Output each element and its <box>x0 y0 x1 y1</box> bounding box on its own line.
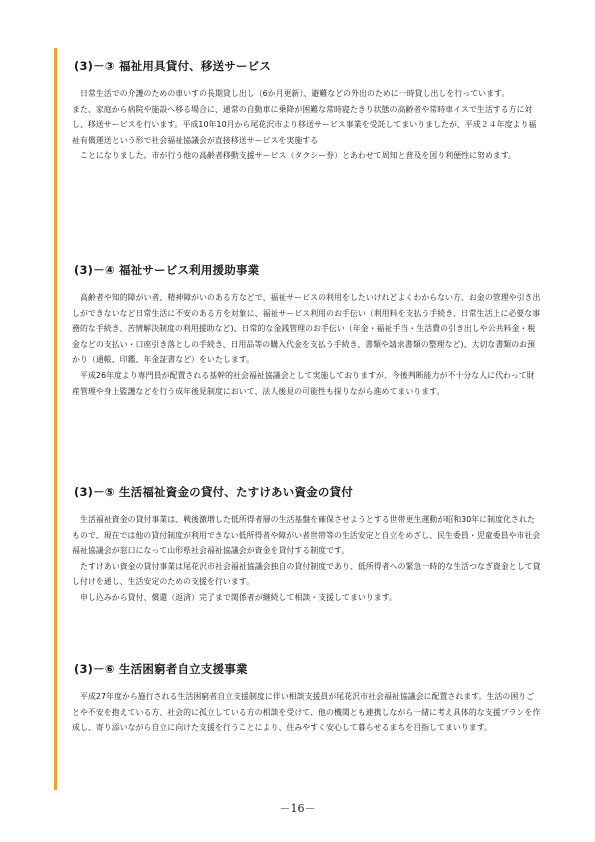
paragraph: 生活福祉資金の貸付事業は、戦後激増した低所得者層の生活基盤を確保させようとする世帯更生運動が昭和30年に制度化されたもので、現在では他の貸付制度が利用できない低所得者や障がい者世帯等の生活安定と自立をめざし、民生委員・児童委員や市社会福祉協議会が窓口になって山形県社会福祉協議会が資金を貸付する制度です。 <box>72 515 541 556</box>
paragraph: たすけあい資金の貸付事業は尾花沢市社会福祉協議会独自の貸付制度であり、低所得者への緊急一時的な生活つなぎ資金として貸し付けを通し、生活安定のための支援を行います。 <box>72 561 541 587</box>
page-number: －16－ <box>279 802 316 815</box>
section-heading: (3)－③ 福祉用具貸付、移送サービス <box>74 59 272 73</box>
paragraph: また、家庭から病院や施設へ移る場合に、通常の自動車に乗降が困難な常時寝たきり状態の高齢者や常時車イスで生活する方に対し、移送サービスを行います。平成10年10月から尾花沢市より移送サービス事業を受託してまいりましたが、平成２４年度より福祉有償運送という形で社会福祉協議会が直接移送サービスを実施する <box>72 104 537 145</box>
section-heading: (3)－⑥ 生活困窮者自立支援事業 <box>74 662 248 676</box>
accent-bar <box>54 48 57 790</box>
section-service-usage-support <box>72 262 542 399</box>
paragraph: 申し込みから貸付、償還（返済）完了まで関係者が継続して相談・支援してまいります。 <box>80 592 397 602</box>
paragraph: 高齢者や知的障がい者、精神障がいのある方などで、福祉サービスの利用をしたいけれどよくわからない方、お金の管理や引き出しができないなど日常生活に不安のある方を対象に、福祉サービス利用のお手伝い（利用料を支払う手続き、日常生活上に必要な事務的な手続き、苦情解決制度の利用援助など)、日常的な金銭管理のお手伝い（年金・福祉手当・生活費の引き出しや公共料金・税金などの支払い・口座引き落としの手続き、日用品等の購入代金を支払う手続き、書類や請求書類の整理など)、大切な書類のお預かり（通帳、印鑑、年金証書など）をいたします。 <box>72 293 541 365</box>
section-self-reliance-support <box>72 661 542 736</box>
section-heading: (3)－⑤ 生活福祉資金の貸付、たすけあい資金の貸付 <box>74 485 353 499</box>
paragraph: ことになりました。市が行う他の高齢者移動支援サービス（タクシー券）とあわせて周知と普及を図り利便性に努めます。 <box>80 151 517 161</box>
paragraph: 平成27年度から施行される生活困窮者自立支援制度に伴い相談支援員が尾花沢市社会福祉協議会に配置されます。生活の困りごとや不安を抱えている方、社会的に孤立している方の相談を受けて、他の機関とも連携しながら一緒に考え具体的な支援プランを作成し、寄り添いながら自立に向けた支援を行うことにより、住みやすく安心して暮らせるまちを目指してまいります。 <box>72 692 541 733</box>
paragraph: 日常生活での介護のための車いすの長期貸し出し（6か月更新）、避難などの外出のために一時貸し出しを行っています。 <box>80 89 510 98</box>
section-heading: (3)－④ 福祉サービス利用援助事業 <box>74 263 260 277</box>
section-welfare-equipment <box>72 58 542 164</box>
paragraph: 平成26年度より専門員が配置される基幹的社会福祉協議会として実施しておりますが、今後判断能力が不十分な人に代わって財産管理や身上監護などを行う成年後見制度において、法人後見の可能性も探りながら進めてまいります。 <box>72 370 535 396</box>
section-living-welfare-funds <box>72 484 542 606</box>
